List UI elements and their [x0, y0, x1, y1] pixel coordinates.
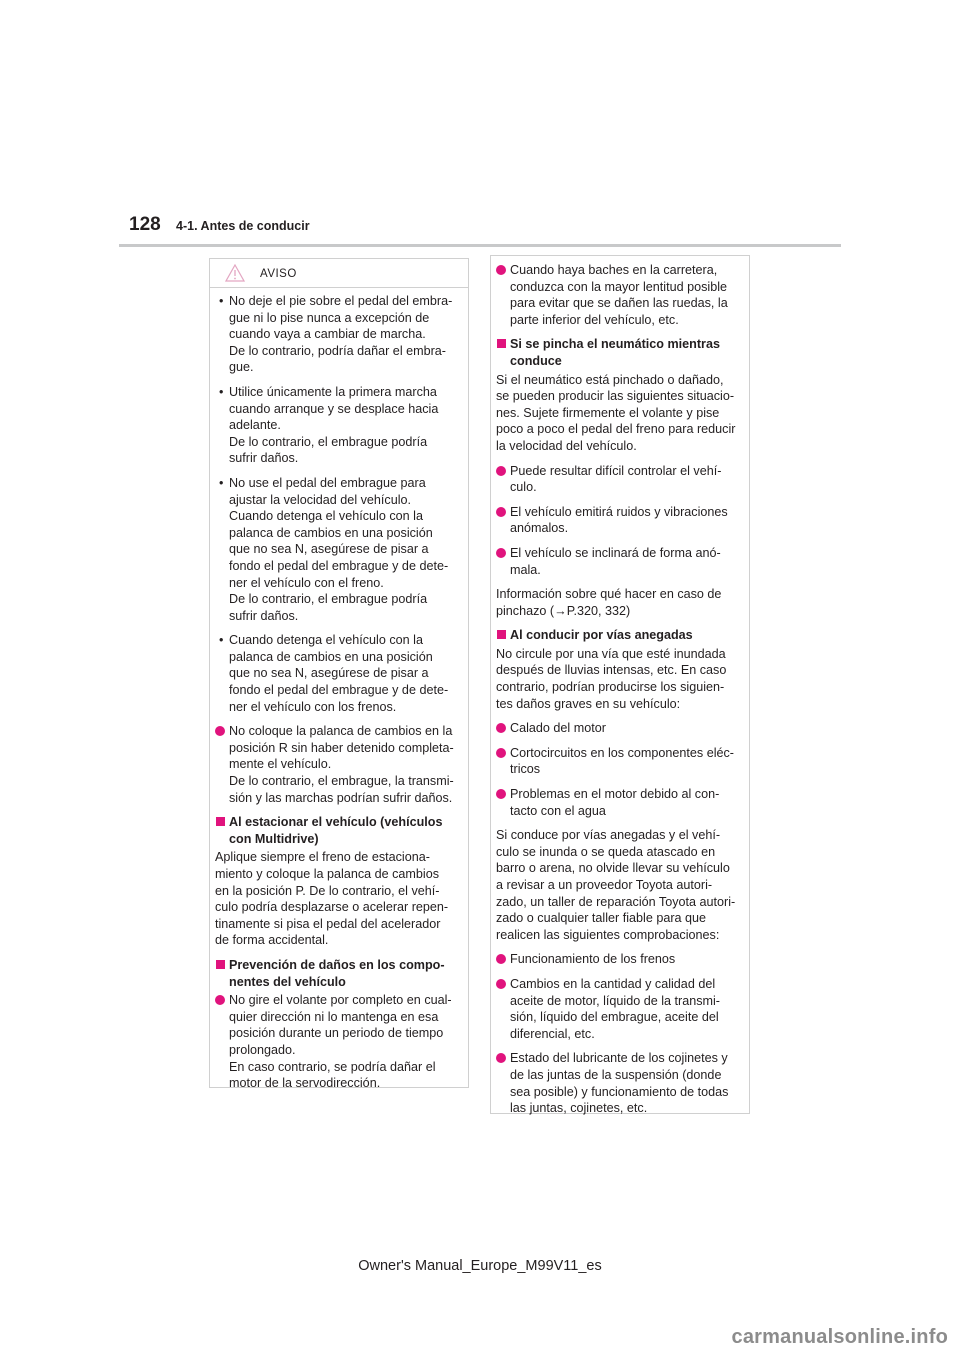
text-line: las juntas, cojinetes, etc. [510, 1101, 648, 1116]
bullet-item [496, 720, 743, 737]
text-line: se pueden producir las siguientes situacio- [496, 389, 735, 404]
subsection-heading [215, 814, 462, 847]
text-line: No gire el volante por completo en cual- [229, 993, 452, 1008]
bullet-circle-icon [496, 507, 506, 517]
text-line: nes. Sujete firmemente el volante y pise [496, 405, 720, 420]
text-line: Aplique siempre el freno de estaciona- [215, 850, 430, 865]
text-line: de forma accidental. [215, 933, 329, 948]
subsection-heading [496, 627, 743, 644]
text-line: • Cuando detenga el vehículo con la [229, 633, 423, 648]
bullet-item [496, 262, 743, 328]
text-line: realicen las siguientes comprobaciones: [496, 927, 720, 942]
text-line: Problemas en el motor debido al con- [510, 787, 720, 802]
text-line: miento y coloque la palanca de cambios [215, 867, 440, 881]
text-line: tinamente si pisa el pedal del acelerador [215, 916, 441, 931]
text-line: Cuando detenga el vehículo con la [229, 509, 423, 524]
text-line: prolongado. [229, 1042, 296, 1057]
bullet-item [215, 723, 462, 806]
text-line: posición R sin haber detenido completa- [229, 740, 454, 755]
text-line: Prevención de daños en los compo- [229, 957, 445, 972]
bullet-circle-icon [496, 954, 506, 964]
text-line: En caso contrario, se podría dañar el [229, 1059, 436, 1074]
square-bullet-icon [497, 339, 506, 348]
text-line: mala. [510, 562, 541, 577]
text-line: fondo el pedal del embrague y de dete- [229, 558, 449, 573]
text-line: mente el vehículo. [229, 757, 332, 772]
bullet-item [496, 504, 743, 537]
bullet-item [496, 1050, 743, 1116]
text-line: Calado del motor [510, 721, 606, 736]
warning-label: AVISO [260, 268, 297, 280]
bullet-circle-icon [496, 1053, 506, 1063]
square-bullet-icon [216, 817, 225, 826]
warning-triangle-icon [225, 264, 245, 282]
text-line: ner el vehículo con el freno. [229, 575, 384, 590]
text-line: a revisar a un proveedor Toyota autori- [496, 878, 713, 892]
bullet-circle-icon [215, 726, 225, 736]
footer-text: Owner's Manual_Europe_M99V11_es [358, 1258, 602, 1274]
text-line: De lo contrario, el embrague podría [229, 592, 428, 607]
text-line: la velocidad del vehículo. [496, 438, 637, 453]
text-line: No circule por una vía que esté inundada [496, 646, 726, 661]
bullet-item [496, 745, 743, 778]
dash-item [215, 475, 462, 624]
text-line: que no sea N, asegúrese de pisar a [229, 666, 429, 681]
bullet-item [496, 463, 743, 496]
text-line: después de lluvias intensas, etc. En caso [496, 663, 727, 678]
text-line: cuando arranque y se desplace hacia [229, 401, 439, 416]
text-line: zado, un taller de reparación Toyota autori- [496, 894, 736, 909]
text-line: tacto con el agua [510, 803, 606, 818]
warning-box [209, 258, 469, 1091]
text-line: culo se inunda o se queda atascado en [496, 844, 716, 859]
text-line: sión y las marchas podrían sufrir daños. [229, 790, 453, 805]
bullet-item [215, 992, 462, 1092]
paragraph [496, 646, 743, 712]
text-line: parte inferior del vehículo, etc. [510, 312, 679, 327]
info-box [490, 255, 750, 1114]
bullet-item [496, 951, 743, 968]
bullet-circle-icon [496, 748, 506, 758]
text-line: posición durante un periodo de tiempo [229, 1026, 444, 1041]
text-line: palanca de cambios en una posición [229, 649, 433, 664]
bullet-item [496, 545, 743, 578]
text-line: Al conducir por vías anegadas [510, 628, 693, 643]
info-content [496, 262, 743, 1125]
paragraph [215, 849, 462, 949]
text-line: • No deje el pie sobre el pedal del embra- [229, 294, 453, 308]
bullet-item [496, 976, 743, 1042]
text-line: sea posible) y funcionamiento de todas [510, 1084, 729, 1099]
square-bullet-icon [497, 630, 506, 639]
text-line: Si el neumático está pinchado o dañado, [496, 372, 724, 387]
watermark: carmanualsonline.info [731, 1326, 948, 1348]
text-line: anómalos. [510, 521, 569, 536]
warning-header [210, 259, 468, 288]
text-line: El vehículo emitirá ruidos y vibraciones [510, 504, 728, 519]
page-number: 128 [129, 214, 161, 235]
bullet-circle-icon [496, 466, 506, 476]
text-line: ajustar la velocidad del vehículo. [229, 492, 412, 507]
text-line: Información sobre qué hacer en caso de [496, 587, 722, 602]
text-line: nentes del vehículo [229, 974, 346, 989]
text-line: gue ni lo pise nunca a excepción de [229, 310, 430, 325]
text-line: El vehículo se inclinará de forma anó- [510, 545, 721, 560]
bullet-circle-icon [496, 979, 506, 989]
bullet-circle-icon [496, 265, 506, 275]
text-line: Funcionamiento de los frenos [510, 952, 676, 967]
bullet-circle-icon [496, 723, 506, 733]
dash-item [215, 384, 462, 467]
text-line: culo podría desplazarse o acelerar repen- [215, 900, 449, 915]
section-title: 4-1. Antes de conducir [176, 219, 310, 233]
text-line: para evitar que se dañen las ruedas, la [510, 296, 728, 311]
text-line: zado o cualquier taller fiable para que [496, 911, 707, 926]
text-line: Cortocircuitos en los componentes eléc- [510, 745, 734, 760]
text-line: Al estacionar el vehículo (vehículos [229, 815, 443, 830]
text-line: ner el vehículo con los frenos. [229, 699, 397, 714]
subsection-heading [496, 336, 743, 369]
text-line: cuando vaya a cambiar de marcha. [229, 327, 426, 342]
bullet-circle-icon [496, 548, 506, 558]
text-line: quier dirección ni lo mantenga en esa [229, 1009, 439, 1024]
text-line: culo. [510, 480, 537, 495]
text-line: Cuando haya baches en la carretera, [510, 263, 718, 277]
paragraph [496, 372, 743, 455]
text-line: • No use el pedal del embrague para [229, 475, 426, 490]
text-line: en la posición P. De lo contrario, el vehí- [215, 883, 440, 898]
bullet-item [496, 786, 743, 819]
paragraph [496, 827, 743, 943]
text-line: De lo contrario, podría dañar el embra- [229, 343, 447, 358]
text-line: fondo el pedal del embrague y de dete- [229, 683, 449, 698]
bullet-circle-icon [215, 995, 225, 1005]
text-line: Puede resultar difícil controlar el vehí- [510, 463, 722, 478]
text-line: motor de la servodirección. [229, 1076, 381, 1091]
text-line: poco a poco el pedal del freno para reducir [496, 422, 736, 437]
text-line: con Multidrive) [229, 831, 319, 846]
text-line: gue. [229, 360, 254, 375]
square-bullet-icon [216, 960, 225, 969]
text-line: que no sea N, asegúrese de pisar a [229, 542, 429, 557]
text-line: palanca de cambios en una posición [229, 525, 433, 540]
text-line: sufrir daños. [229, 608, 299, 623]
text-line: Estado del lubricante de los cojinetes y [510, 1051, 728, 1066]
text-line: • Utilice únicamente la primera marcha [229, 384, 437, 399]
paragraph [496, 586, 743, 619]
text-line: sufrir daños. [229, 451, 299, 466]
text-line: Cambios en la cantidad y calidad del [510, 976, 716, 991]
text-line: de las juntas de la suspensión (donde [510, 1067, 722, 1082]
text-line: barro o arena, no olvide llevar su vehículo [496, 861, 730, 876]
text-line: contrario, podrían producirse los siguien- [496, 680, 725, 695]
header-rule [119, 244, 841, 247]
text-line: Si se pincha el neumático mientras [510, 337, 720, 352]
text-line: diferencial, etc. [510, 1026, 595, 1041]
text-line: De lo contrario, el embrague, la transmi- [229, 774, 454, 789]
text-line: conduzca con la mayor lentitud posible [510, 279, 728, 294]
text-line: adelante. [229, 418, 281, 433]
text-line: No coloque la palanca de cambios en la [229, 724, 453, 739]
text-line: pinchazo (→P.320, 332) [496, 603, 631, 618]
text-line: conduce [510, 353, 562, 368]
dash-item [215, 632, 462, 715]
text-line: tes daños graves en su vehículo: [496, 696, 681, 711]
text-line: Si conduce por vías anegadas y el vehí- [496, 828, 721, 843]
text-line: tricos [510, 762, 541, 777]
bullet-circle-icon [496, 789, 506, 799]
text-line: De lo contrario, el embrague podría [229, 434, 428, 449]
text-line: aceite de motor, líquido de la transmi- [510, 993, 721, 1008]
subsection-heading [215, 957, 462, 990]
warning-content [215, 293, 462, 1100]
dash-item [215, 293, 462, 376]
text-line: sión, líquido del embrague, aceite del [510, 1010, 719, 1025]
